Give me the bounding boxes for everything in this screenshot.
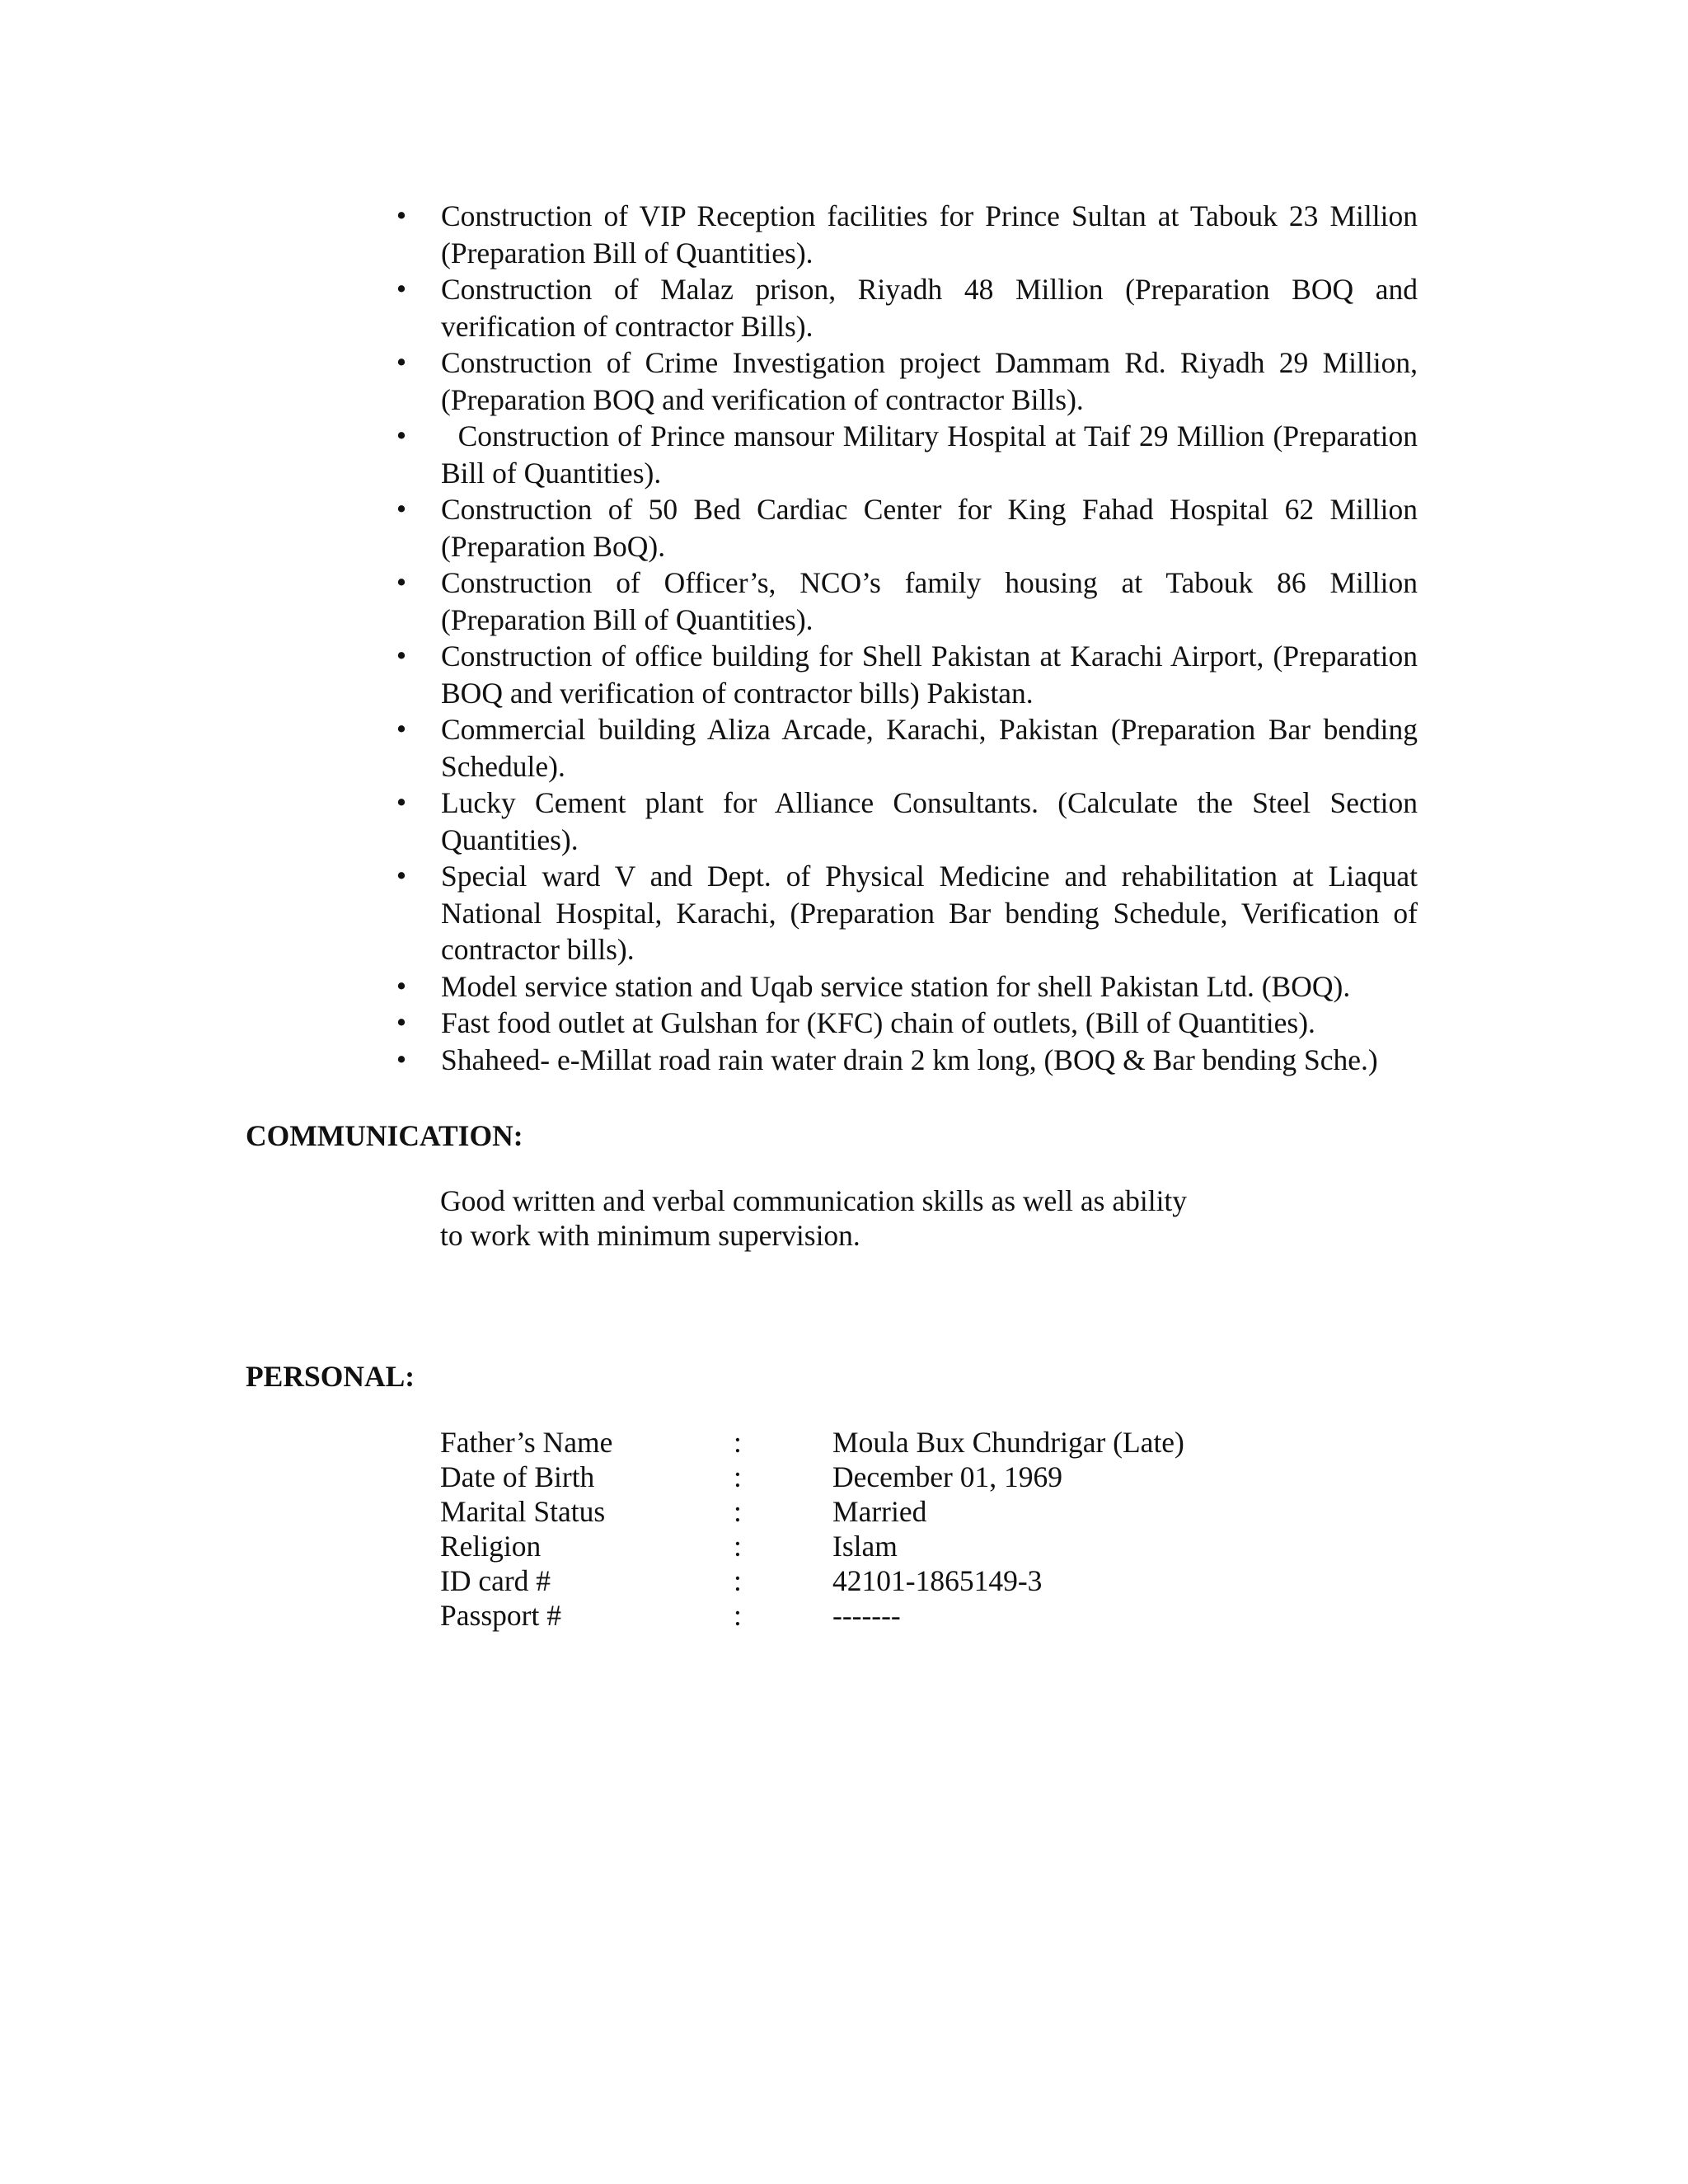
project-text: Construction of 50 Bed Cardiac Center for King Fahad Hospital 62 Million (Preparation BoQ). (441, 493, 1418, 563)
field-label: Father’s Name (440, 1426, 613, 1459)
project-item (385, 565, 1418, 638)
field-label: Date of Birth (440, 1460, 595, 1493)
field-separator: : (734, 1426, 742, 1459)
personal-row-father (440, 1425, 1184, 1460)
bullet-icon: • (396, 419, 407, 452)
project-text: Commercial building Aliza Arcade, Karachi, Pakistan (Preparation Bar bending Schedule). (441, 713, 1418, 783)
project-item (385, 968, 1418, 1005)
project-text: Construction of Officer’s, NCO’s family housing at Tabouk 86 Million (Preparation Bill of Quantities). (441, 566, 1418, 636)
project-text: Construction of VIP Reception facilities for Prince Sultan at Tabouk 23 Million (Preparation Bill of Quantities). (441, 199, 1418, 269)
project-item (385, 711, 1418, 785)
project-item (385, 1042, 1418, 1079)
field-value: ------- (832, 1599, 901, 1632)
project-text: Model service station and Uqab service station for shell Pakistan Ltd. (BOQ). (441, 969, 1351, 1003)
project-text: Fast food outlet at Gulshan for (KFC) chain of outlets, (Bill of Quantities). (441, 1006, 1315, 1039)
field-value: 42101-1865149-3 (832, 1564, 1043, 1597)
project-item (385, 491, 1418, 565)
personal-row-passport (440, 1598, 1184, 1633)
bullet-icon: • (396, 640, 407, 672)
bullet-icon: • (396, 1043, 407, 1076)
project-item (385, 858, 1418, 968)
communication-line: Good written and verbal communication skills as well as ability (440, 1184, 1188, 1217)
project-text: Construction of Malaz prison, Riyadh 48 Million (Preparation BOQ and verification of contractor Bills). (441, 273, 1418, 343)
field-value: Moula Bux Chundrigar (Late) (832, 1426, 1184, 1459)
project-text: Lucky Cement plant for Alliance Consultants. (Calculate the Steel Section Quantities). (441, 786, 1418, 856)
field-separator: : (734, 1460, 742, 1493)
personal-row-religion (440, 1529, 1184, 1563)
bullet-icon: • (396, 786, 407, 818)
project-item (385, 344, 1418, 418)
project-item (385, 198, 1418, 271)
field-separator: : (734, 1530, 742, 1563)
personal-row-dob (440, 1460, 1184, 1494)
personal-row-idcard (440, 1563, 1184, 1598)
bullet-icon: • (396, 566, 407, 598)
personal-heading: PERSONAL: (246, 1360, 415, 1393)
project-text: Construction of Crime Investigation project Dammam Rd. Riyadh 29 Million, (Preparation BOQ and verification of contractor Bills). (441, 346, 1418, 416)
field-value: Married (832, 1495, 927, 1528)
project-text: Construction of office building for Shell Pakistan at Karachi Airport, (Preparation BOQ and verification of contractor bills) Pakistan. (441, 640, 1418, 710)
field-label: Religion (440, 1530, 542, 1563)
project-item (385, 271, 1418, 344)
bullet-icon: • (396, 346, 407, 378)
communication-heading: COMMUNICATION: (246, 1119, 523, 1152)
field-label: ID card # (440, 1564, 551, 1597)
bullet-icon: • (396, 273, 407, 305)
communication-line: to work with minimum supervision. (440, 1219, 860, 1252)
project-item (385, 785, 1418, 858)
bullet-icon: • (396, 860, 407, 892)
personal-details-table (440, 1425, 1184, 1633)
bullet-icon: • (396, 493, 407, 525)
project-text: Construction of Prince mansour Military Hospital at Taif 29 Million (Preparation Bill of Quantities). (441, 419, 1425, 490)
bullet-icon: • (396, 1006, 407, 1038)
project-text: Shaheed- e-Millat road rain water drain 2 km long, (BOQ & Bar bending Sche.) (441, 1043, 1378, 1076)
bullet-icon: • (396, 199, 407, 232)
field-separator: : (734, 1564, 742, 1597)
projects-list (385, 198, 1425, 1078)
project-item (385, 638, 1418, 711)
communication-text (440, 1183, 1264, 1253)
field-label: Marital Status (440, 1495, 606, 1528)
bullet-icon: • (396, 969, 407, 1002)
field-value: Islam (832, 1530, 898, 1563)
field-value: December 01, 1969 (832, 1460, 1062, 1493)
field-separator: : (734, 1599, 742, 1632)
project-item (385, 1005, 1418, 1042)
field-separator: : (734, 1495, 742, 1528)
project-item (385, 418, 1425, 491)
bullet-icon: • (396, 713, 407, 745)
personal-row-marital (440, 1494, 1184, 1529)
field-label: Passport # (440, 1599, 561, 1632)
project-text: Special ward V and Dept. of Physical Medicine and rehabilitation at Liaquat National Hospital, Karachi, (Preparation Bar bending Schedule, Verification of contractor bills). (441, 860, 1418, 966)
